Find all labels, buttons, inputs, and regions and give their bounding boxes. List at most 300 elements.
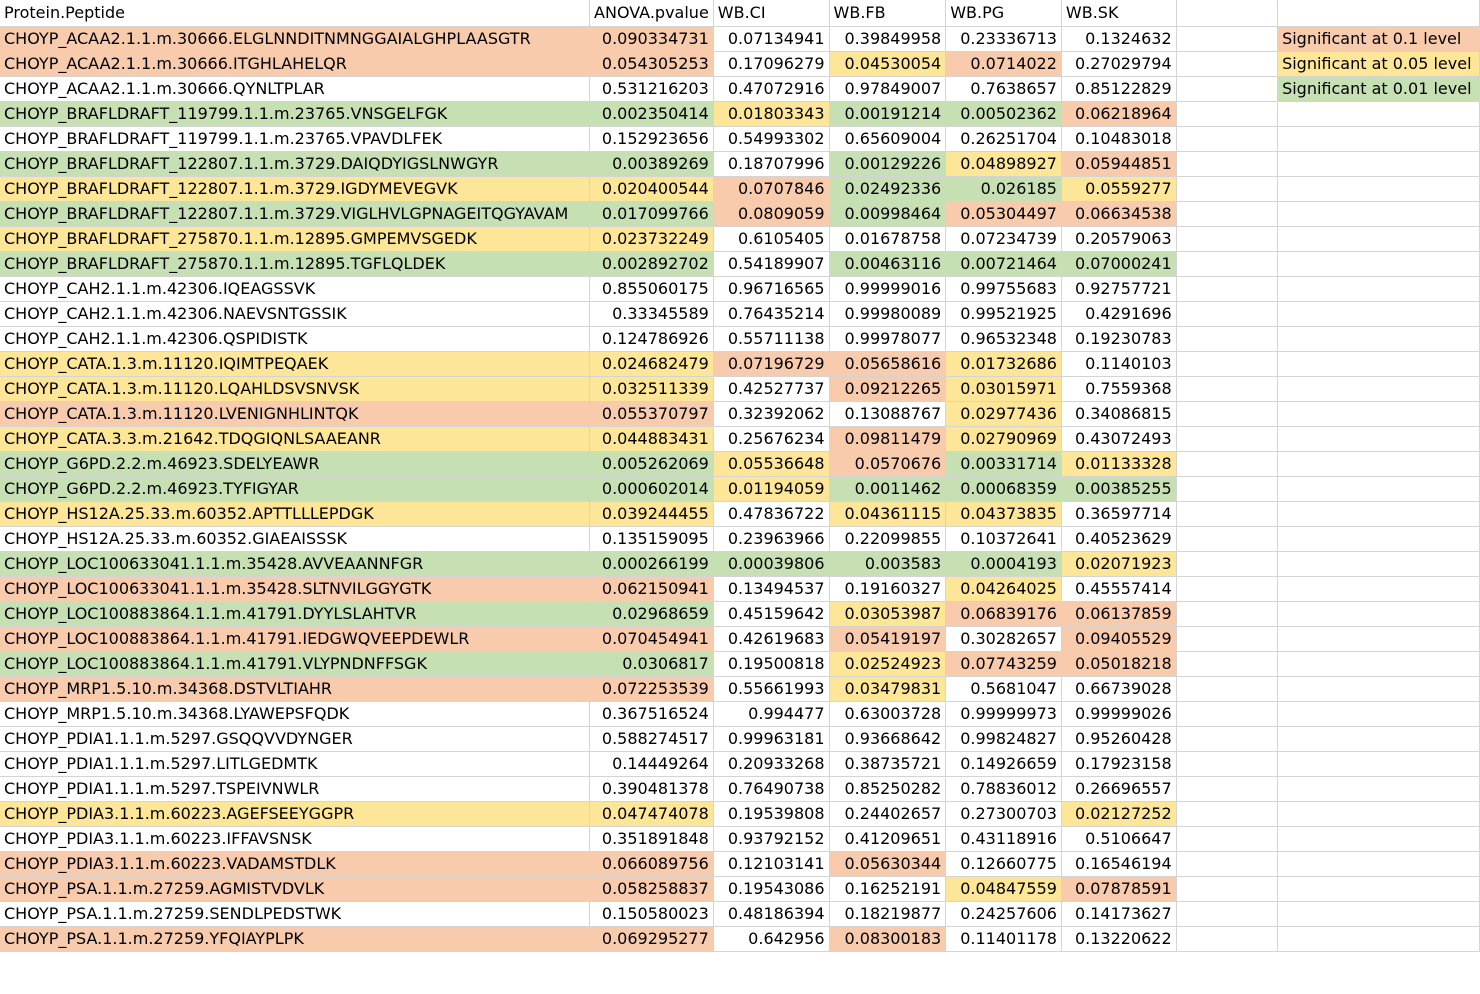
wb-pg-cell[interactable]: 0.026185 (946, 176, 1062, 201)
legend-item[interactable]: Significant at 0.1 level (1278, 26, 1480, 51)
peptide-name-cell[interactable]: CHOYP_MRP1.5.10.m.34368.DSTVLTIAHR (0, 676, 590, 701)
wb-fb-cell[interactable]: 0.19160327 (829, 576, 946, 601)
empty-cell[interactable] (1278, 651, 1480, 676)
wb-fb-cell[interactable]: 0.00998464 (829, 201, 946, 226)
empty-cell[interactable] (1176, 651, 1277, 676)
wb-sk-cell[interactable]: 0.10483018 (1061, 126, 1176, 151)
empty-cell[interactable] (1278, 776, 1480, 801)
wb-sk-cell[interactable]: 0.43072493 (1061, 426, 1176, 451)
wb-ci-cell[interactable]: 0.01194059 (713, 476, 829, 501)
wb-ci-cell[interactable]: 0.0809059 (713, 201, 829, 226)
empty-cell[interactable] (1176, 551, 1277, 576)
wb-sk-cell[interactable]: 0.17923158 (1061, 751, 1176, 776)
peptide-name-cell[interactable]: CHOYP_CAH2.1.1.m.42306.NAEVSNTGSSIK (0, 301, 590, 326)
wb-pg-cell[interactable]: 0.04847559 (946, 876, 1062, 901)
wb-fb-cell[interactable]: 0.0011462 (829, 476, 946, 501)
anova-pvalue-cell[interactable]: 0.00389269 (590, 151, 714, 176)
wb-pg-cell[interactable]: 0.26251704 (946, 126, 1062, 151)
wb-fb-cell[interactable]: 0.03479831 (829, 676, 946, 701)
wb-pg-cell[interactable]: 0.05304497 (946, 201, 1062, 226)
anova-pvalue-cell[interactable]: 0.152923656 (590, 126, 714, 151)
wb-fb-cell[interactable]: 0.00463116 (829, 251, 946, 276)
wb-ci-cell[interactable]: 0.23963966 (713, 526, 829, 551)
empty-cell[interactable] (1278, 751, 1480, 776)
empty-cell[interactable] (1278, 126, 1480, 151)
anova-pvalue-cell[interactable]: 0.000602014 (590, 476, 714, 501)
empty-cell[interactable] (1278, 451, 1480, 476)
peptide-name-cell[interactable]: CHOYP_LOC100633041.1.1.m.35428.AVVEAANNFGR (0, 551, 590, 576)
empty-cell[interactable] (1176, 276, 1277, 301)
empty-cell[interactable] (1176, 151, 1277, 176)
wb-sk-cell[interactable]: 0.27029794 (1061, 51, 1176, 76)
wb-ci-cell[interactable]: 0.19500818 (713, 651, 829, 676)
empty-cell[interactable] (1176, 476, 1277, 501)
wb-fb-cell[interactable]: 0.65609004 (829, 126, 946, 151)
empty-cell[interactable] (1278, 476, 1480, 501)
wb-ci-cell[interactable]: 0.55661993 (713, 676, 829, 701)
wb-fb-cell[interactable]: 0.01678758 (829, 226, 946, 251)
peptide-name-cell[interactable]: CHOYP_CATA.3.3.m.21642.TDQGIQNLSAAEANR (0, 426, 590, 451)
wb-fb-cell[interactable]: 0.13088767 (829, 401, 946, 426)
wb-fb-cell[interactable]: 0.00191214 (829, 101, 946, 126)
wb-fb-cell[interactable]: 0.05658616 (829, 351, 946, 376)
peptide-name-cell[interactable]: CHOYP_PDIA1.1.1.m.5297.TSPEIVNWLR (0, 776, 590, 801)
peptide-name-cell[interactable]: CHOYP_PDIA3.1.1.m.60223.VADAMSTDLK (0, 851, 590, 876)
wb-sk-cell[interactable]: 0.34086815 (1061, 401, 1176, 426)
wb-sk-cell[interactable]: 0.26696557 (1061, 776, 1176, 801)
anova-pvalue-cell[interactable]: 0.047474078 (590, 801, 714, 826)
wb-sk-cell[interactable]: 0.1324632 (1061, 26, 1176, 51)
wb-ci-cell[interactable]: 0.01803343 (713, 101, 829, 126)
column-header-anova-pvalue[interactable]: ANOVA.pvalue (590, 0, 714, 26)
empty-cell[interactable] (1176, 176, 1277, 201)
wb-sk-cell[interactable]: 0.4291696 (1061, 301, 1176, 326)
wb-pg-cell[interactable]: 0.0004193 (946, 551, 1062, 576)
anova-pvalue-cell[interactable]: 0.069295277 (590, 926, 714, 951)
wb-pg-cell[interactable]: 0.04373835 (946, 501, 1062, 526)
wb-pg-cell[interactable]: 0.78836012 (946, 776, 1062, 801)
peptide-name-cell[interactable]: CHOYP_PDIA1.1.1.m.5297.GSQQVVDYNGER (0, 726, 590, 751)
wb-sk-cell[interactable]: 0.13220622 (1061, 926, 1176, 951)
empty-cell[interactable] (1176, 26, 1277, 51)
peptide-name-cell[interactable]: CHOYP_MRP1.5.10.m.34368.LYAWEPSFQDK (0, 701, 590, 726)
empty-cell[interactable] (1278, 576, 1480, 601)
wb-pg-cell[interactable]: 0.01732686 (946, 351, 1062, 376)
anova-pvalue-cell[interactable]: 0.14449264 (590, 751, 714, 776)
wb-ci-cell[interactable]: 0.45159642 (713, 601, 829, 626)
wb-ci-cell[interactable]: 0.25676234 (713, 426, 829, 451)
empty-cell[interactable] (1278, 226, 1480, 251)
peptide-name-cell[interactable]: CHOYP_CATA.1.3.m.11120.LVENIGNHLINTQK (0, 401, 590, 426)
empty-cell[interactable] (1278, 526, 1480, 551)
wb-ci-cell[interactable]: 0.54993302 (713, 126, 829, 151)
wb-fb-cell[interactable]: 0.09811479 (829, 426, 946, 451)
wb-sk-cell[interactable]: 0.14173627 (1061, 901, 1176, 926)
wb-pg-cell[interactable]: 0.96532348 (946, 326, 1062, 351)
wb-sk-cell[interactable]: 0.40523629 (1061, 526, 1176, 551)
column-header-wb-ci[interactable]: WB.CI (713, 0, 829, 26)
empty-cell[interactable] (1278, 301, 1480, 326)
anova-pvalue-cell[interactable]: 0.070454941 (590, 626, 714, 651)
anova-pvalue-cell[interactable]: 0.017099766 (590, 201, 714, 226)
wb-fb-cell[interactable]: 0.08300183 (829, 926, 946, 951)
wb-ci-cell[interactable]: 0.05536648 (713, 451, 829, 476)
wb-sk-cell[interactable]: 0.99999026 (1061, 701, 1176, 726)
wb-fb-cell[interactable]: 0.00129226 (829, 151, 946, 176)
wb-sk-cell[interactable]: 0.09405529 (1061, 626, 1176, 651)
empty-cell[interactable] (1176, 826, 1277, 851)
anova-pvalue-cell[interactable]: 0.02968659 (590, 601, 714, 626)
empty-cell[interactable] (1278, 676, 1480, 701)
empty-cell[interactable] (1176, 401, 1277, 426)
wb-pg-cell[interactable]: 0.03015971 (946, 376, 1062, 401)
empty-cell[interactable] (1176, 626, 1277, 651)
empty-cell[interactable] (1176, 876, 1277, 901)
anova-pvalue-cell[interactable]: 0.090334731 (590, 26, 714, 51)
wb-fb-cell[interactable]: 0.04361115 (829, 501, 946, 526)
wb-pg-cell[interactable]: 0.07234739 (946, 226, 1062, 251)
wb-ci-cell[interactable]: 0.42619683 (713, 626, 829, 651)
wb-fb-cell[interactable]: 0.22099855 (829, 526, 946, 551)
wb-pg-cell[interactable]: 0.99755683 (946, 276, 1062, 301)
empty-cell[interactable] (1176, 601, 1277, 626)
wb-fb-cell[interactable]: 0.05630344 (829, 851, 946, 876)
wb-fb-cell[interactable]: 0.99980089 (829, 301, 946, 326)
wb-ci-cell[interactable]: 0.55711138 (713, 326, 829, 351)
anova-pvalue-cell[interactable]: 0.531216203 (590, 76, 714, 101)
empty-cell[interactable] (1278, 251, 1480, 276)
peptide-name-cell[interactable]: CHOYP_HS12A.25.33.m.60352.APTTLLLEPDGK (0, 501, 590, 526)
peptide-name-cell[interactable]: CHOYP_LOC100633041.1.1.m.35428.SLTNVILGGYGTK (0, 576, 590, 601)
anova-pvalue-cell[interactable]: 0.058258837 (590, 876, 714, 901)
peptide-name-cell[interactable]: CHOYP_BRAFLDRAFT_275870.1.1.m.12895.TGFLQLDEK (0, 251, 590, 276)
wb-fb-cell[interactable]: 0.04530054 (829, 51, 946, 76)
peptide-name-cell[interactable]: CHOYP_LOC100883864.1.1.m.41791.IEDGWQVEEPDEWLR (0, 626, 590, 651)
anova-pvalue-cell[interactable]: 0.855060175 (590, 276, 714, 301)
wb-ci-cell[interactable]: 0.47072916 (713, 76, 829, 101)
peptide-name-cell[interactable]: CHOYP_LOC100883864.1.1.m.41791.VLYPNDNFFSGK (0, 651, 590, 676)
empty-cell[interactable] (1278, 101, 1480, 126)
wb-pg-cell[interactable]: 0.00068359 (946, 476, 1062, 501)
wb-fb-cell[interactable]: 0.97849007 (829, 76, 946, 101)
anova-pvalue-cell[interactable]: 0.351891848 (590, 826, 714, 851)
anova-pvalue-cell[interactable]: 0.33345589 (590, 301, 714, 326)
empty-cell[interactable] (1176, 751, 1277, 776)
anova-pvalue-cell[interactable]: 0.066089756 (590, 851, 714, 876)
wb-ci-cell[interactable]: 0.54189907 (713, 251, 829, 276)
wb-ci-cell[interactable]: 0.76435214 (713, 301, 829, 326)
empty-cell[interactable] (1278, 701, 1480, 726)
empty-cell[interactable] (1176, 701, 1277, 726)
empty-cell[interactable] (1176, 226, 1277, 251)
empty-cell[interactable] (1176, 301, 1277, 326)
peptide-name-cell[interactable]: CHOYP_CAH2.1.1.m.42306.IQEAGSSVK (0, 276, 590, 301)
wb-pg-cell[interactable]: 0.24257606 (946, 901, 1062, 926)
wb-ci-cell[interactable]: 0.19543086 (713, 876, 829, 901)
wb-pg-cell[interactable]: 0.07743259 (946, 651, 1062, 676)
column-header-protein-peptide[interactable]: Protein.Peptide (0, 0, 590, 26)
wb-fb-cell[interactable]: 0.05419197 (829, 626, 946, 651)
anova-pvalue-cell[interactable]: 0.367516524 (590, 701, 714, 726)
anova-pvalue-cell[interactable]: 0.032511339 (590, 376, 714, 401)
empty-cell[interactable] (1176, 676, 1277, 701)
empty-cell[interactable] (1176, 201, 1277, 226)
empty-cell[interactable] (1176, 426, 1277, 451)
wb-ci-cell[interactable]: 0.6105405 (713, 226, 829, 251)
anova-pvalue-cell[interactable]: 0.124786926 (590, 326, 714, 351)
wb-ci-cell[interactable]: 0.07134941 (713, 26, 829, 51)
peptide-name-cell[interactable]: CHOYP_CATA.1.3.m.11120.LQAHLDSVSNVSK (0, 376, 590, 401)
wb-sk-cell[interactable]: 0.05018218 (1061, 651, 1176, 676)
wb-fb-cell[interactable]: 0.63003728 (829, 701, 946, 726)
wb-fb-cell[interactable]: 0.09212265 (829, 376, 946, 401)
wb-pg-cell[interactable]: 0.11401178 (946, 926, 1062, 951)
wb-ci-cell[interactable]: 0.93792152 (713, 826, 829, 851)
empty-cell[interactable] (1278, 426, 1480, 451)
empty-cell[interactable] (1278, 726, 1480, 751)
wb-pg-cell[interactable]: 0.04264025 (946, 576, 1062, 601)
anova-pvalue-cell[interactable]: 0.023732249 (590, 226, 714, 251)
empty-cell[interactable] (1176, 251, 1277, 276)
wb-pg-cell[interactable]: 0.99824827 (946, 726, 1062, 751)
peptide-name-cell[interactable]: CHOYP_PSA.1.1.m.27259.SENDLPEDSTWK (0, 901, 590, 926)
empty-cell[interactable] (1278, 326, 1480, 351)
wb-pg-cell[interactable]: 0.23336713 (946, 26, 1062, 51)
wb-pg-cell[interactable]: 0.99521925 (946, 301, 1062, 326)
wb-sk-cell[interactable]: 0.20579063 (1061, 226, 1176, 251)
wb-sk-cell[interactable]: 0.7559368 (1061, 376, 1176, 401)
wb-pg-cell[interactable]: 0.02977436 (946, 401, 1062, 426)
wb-sk-cell[interactable]: 0.06634538 (1061, 201, 1176, 226)
peptide-name-cell[interactable]: CHOYP_BRAFLDRAFT_122807.1.1.m.3729.IGDYMEVEGVK (0, 176, 590, 201)
wb-pg-cell[interactable]: 0.5681047 (946, 676, 1062, 701)
wb-pg-cell[interactable]: 0.12660775 (946, 851, 1062, 876)
anova-pvalue-cell[interactable]: 0.055370797 (590, 401, 714, 426)
column-header-wb-fb[interactable]: WB.FB (829, 0, 946, 26)
wb-sk-cell[interactable]: 0.92757721 (1061, 276, 1176, 301)
empty-cell[interactable] (1278, 176, 1480, 201)
empty-cell[interactable] (1176, 526, 1277, 551)
empty-cell[interactable] (1278, 551, 1480, 576)
empty-cell[interactable] (1278, 851, 1480, 876)
wb-sk-cell[interactable]: 0.85122829 (1061, 76, 1176, 101)
wb-pg-cell[interactable]: 0.04898927 (946, 151, 1062, 176)
peptide-name-cell[interactable]: CHOYP_BRAFLDRAFT_122807.1.1.m.3729.VIGLHVLGPNAGEITQGYAVAM (0, 201, 590, 226)
anova-pvalue-cell[interactable]: 0.0306817 (590, 651, 714, 676)
anova-pvalue-cell[interactable]: 0.150580023 (590, 901, 714, 926)
peptide-name-cell[interactable]: CHOYP_BRAFLDRAFT_275870.1.1.m.12895.GMPEMVSGEDK (0, 226, 590, 251)
legend-item[interactable]: Significant at 0.01 level (1278, 76, 1480, 101)
wb-ci-cell[interactable]: 0.18707996 (713, 151, 829, 176)
wb-ci-cell[interactable]: 0.17096279 (713, 51, 829, 76)
wb-fb-cell[interactable]: 0.38735721 (829, 751, 946, 776)
wb-sk-cell[interactable]: 0.06218964 (1061, 101, 1176, 126)
empty-cell[interactable] (1278, 876, 1480, 901)
empty-cell[interactable] (1176, 501, 1277, 526)
empty-cell[interactable] (1278, 151, 1480, 176)
wb-ci-cell[interactable]: 0.99963181 (713, 726, 829, 751)
peptide-name-cell[interactable]: CHOYP_HS12A.25.33.m.60352.GIAEAISSSK (0, 526, 590, 551)
wb-ci-cell[interactable]: 0.32392062 (713, 401, 829, 426)
empty-cell[interactable] (1278, 501, 1480, 526)
empty-cell[interactable] (1176, 901, 1277, 926)
wb-pg-cell[interactable]: 0.30282657 (946, 626, 1062, 651)
empty-cell[interactable] (1176, 801, 1277, 826)
wb-sk-cell[interactable]: 0.1140103 (1061, 351, 1176, 376)
anova-pvalue-cell[interactable]: 0.054305253 (590, 51, 714, 76)
wb-fb-cell[interactable]: 0.41209651 (829, 826, 946, 851)
peptide-name-cell[interactable]: CHOYP_PSA.1.1.m.27259.YFQIAYPLPK (0, 926, 590, 951)
anova-pvalue-cell[interactable]: 0.039244455 (590, 501, 714, 526)
peptide-name-cell[interactable]: CHOYP_ACAA2.1.1.m.30666.ITGHLAHELQR (0, 51, 590, 76)
empty-cell[interactable] (1176, 926, 1277, 951)
peptide-name-cell[interactable]: CHOYP_BRAFLDRAFT_119799.1.1.m.23765.VPAVDLFEK (0, 126, 590, 151)
wb-fb-cell[interactable]: 0.39849958 (829, 26, 946, 51)
empty-cell[interactable] (1278, 901, 1480, 926)
empty-cell[interactable] (1176, 51, 1277, 76)
wb-ci-cell[interactable]: 0.0707846 (713, 176, 829, 201)
wb-pg-cell[interactable]: 0.06839176 (946, 601, 1062, 626)
wb-pg-cell[interactable]: 0.43118916 (946, 826, 1062, 851)
peptide-name-cell[interactable]: CHOYP_PSA.1.1.m.27259.AGMISTVDVLK (0, 876, 590, 901)
wb-sk-cell[interactable]: 0.01133328 (1061, 451, 1176, 476)
wb-fb-cell[interactable]: 0.99999016 (829, 276, 946, 301)
wb-ci-cell[interactable]: 0.994477 (713, 701, 829, 726)
wb-sk-cell[interactable]: 0.16546194 (1061, 851, 1176, 876)
empty-cell[interactable] (1278, 601, 1480, 626)
wb-sk-cell[interactable]: 0.06137859 (1061, 601, 1176, 626)
anova-pvalue-cell[interactable]: 0.002350414 (590, 101, 714, 126)
wb-fb-cell[interactable]: 0.18219877 (829, 901, 946, 926)
legend-item[interactable]: Significant at 0.05 level (1278, 51, 1480, 76)
empty-cell[interactable] (1176, 126, 1277, 151)
empty-cell[interactable] (1278, 376, 1480, 401)
wb-sk-cell[interactable]: 0.02127252 (1061, 801, 1176, 826)
anova-pvalue-cell[interactable]: 0.000266199 (590, 551, 714, 576)
wb-pg-cell[interactable]: 0.00721464 (946, 251, 1062, 276)
wb-ci-cell[interactable]: 0.47836722 (713, 501, 829, 526)
wb-fb-cell[interactable]: 0.99978077 (829, 326, 946, 351)
column-header-wb-pg[interactable]: WB.PG (946, 0, 1062, 26)
wb-pg-cell[interactable]: 0.00331714 (946, 451, 1062, 476)
wb-sk-cell[interactable]: 0.05944851 (1061, 151, 1176, 176)
wb-fb-cell[interactable]: 0.0570676 (829, 451, 946, 476)
wb-ci-cell[interactable]: 0.42527737 (713, 376, 829, 401)
empty-cell[interactable] (1176, 776, 1277, 801)
wb-ci-cell[interactable]: 0.07196729 (713, 351, 829, 376)
empty-cell[interactable] (1176, 451, 1277, 476)
peptide-name-cell[interactable]: CHOYP_ACAA2.1.1.m.30666.ELGLNNDITNMNGGAIALGHPLAASGTR (0, 26, 590, 51)
wb-fb-cell[interactable]: 0.03053987 (829, 601, 946, 626)
wb-sk-cell[interactable]: 0.36597714 (1061, 501, 1176, 526)
empty-cell[interactable] (1278, 276, 1480, 301)
wb-pg-cell[interactable]: 0.02790969 (946, 426, 1062, 451)
column-header-wb-sk[interactable]: WB.SK (1061, 0, 1176, 26)
wb-pg-cell[interactable]: 0.7638657 (946, 76, 1062, 101)
anova-pvalue-cell[interactable]: 0.588274517 (590, 726, 714, 751)
empty-cell[interactable] (1176, 76, 1277, 101)
wb-fb-cell[interactable]: 0.85250282 (829, 776, 946, 801)
wb-ci-cell[interactable]: 0.20933268 (713, 751, 829, 776)
peptide-name-cell[interactable]: CHOYP_CAH2.1.1.m.42306.QSPIDISTK (0, 326, 590, 351)
wb-sk-cell[interactable]: 0.45557414 (1061, 576, 1176, 601)
wb-pg-cell[interactable]: 0.27300703 (946, 801, 1062, 826)
wb-ci-cell[interactable]: 0.642956 (713, 926, 829, 951)
empty-cell[interactable] (1176, 351, 1277, 376)
wb-sk-cell[interactable]: 0.07000241 (1061, 251, 1176, 276)
wb-sk-cell[interactable]: 0.5106647 (1061, 826, 1176, 851)
anova-pvalue-cell[interactable]: 0.005262069 (590, 451, 714, 476)
empty-cell[interactable] (1176, 576, 1277, 601)
empty-cell[interactable] (1176, 326, 1277, 351)
peptide-name-cell[interactable]: CHOYP_PDIA3.1.1.m.60223.AGEFSEEYGGPR (0, 801, 590, 826)
anova-pvalue-cell[interactable]: 0.044883431 (590, 426, 714, 451)
wb-sk-cell[interactable]: 0.66739028 (1061, 676, 1176, 701)
peptide-name-cell[interactable]: CHOYP_LOC100883864.1.1.m.41791.DYYLSLAHTVR (0, 601, 590, 626)
empty-cell[interactable] (1278, 926, 1480, 951)
empty-cell[interactable] (1278, 826, 1480, 851)
wb-pg-cell[interactable]: 0.0714022 (946, 51, 1062, 76)
empty-cell[interactable] (1278, 801, 1480, 826)
empty-cell[interactable] (1176, 0, 1277, 26)
wb-sk-cell[interactable]: 0.95260428 (1061, 726, 1176, 751)
wb-pg-cell[interactable]: 0.10372641 (946, 526, 1062, 551)
peptide-name-cell[interactable]: CHOYP_BRAFLDRAFT_119799.1.1.m.23765.VNSGELFGK (0, 101, 590, 126)
wb-sk-cell[interactable]: 0.19230783 (1061, 326, 1176, 351)
empty-cell[interactable] (1278, 626, 1480, 651)
wb-ci-cell[interactable]: 0.48186394 (713, 901, 829, 926)
peptide-name-cell[interactable]: CHOYP_ACAA2.1.1.m.30666.QYNLTPLAR (0, 76, 590, 101)
wb-sk-cell[interactable]: 0.02071923 (1061, 551, 1176, 576)
empty-cell[interactable] (1176, 851, 1277, 876)
empty-cell[interactable] (1278, 201, 1480, 226)
peptide-name-cell[interactable]: CHOYP_CATA.1.3.m.11120.IQIMTPEQAEK (0, 351, 590, 376)
peptide-name-cell[interactable]: CHOYP_PDIA1.1.1.m.5297.LITLGEDMTK (0, 751, 590, 776)
anova-pvalue-cell[interactable]: 0.135159095 (590, 526, 714, 551)
wb-pg-cell[interactable]: 0.99999973 (946, 701, 1062, 726)
empty-cell[interactable] (1176, 101, 1277, 126)
wb-ci-cell[interactable]: 0.19539808 (713, 801, 829, 826)
peptide-name-cell[interactable]: CHOYP_PDIA3.1.1.m.60223.IFFAVSNSK (0, 826, 590, 851)
anova-pvalue-cell[interactable]: 0.002892702 (590, 251, 714, 276)
peptide-name-cell[interactable]: CHOYP_G6PD.2.2.m.46923.SDELYEAWR (0, 451, 590, 476)
empty-cell[interactable] (1176, 376, 1277, 401)
wb-fb-cell[interactable]: 0.003583 (829, 551, 946, 576)
empty-cell[interactable] (1278, 351, 1480, 376)
wb-fb-cell[interactable]: 0.93668642 (829, 726, 946, 751)
wb-fb-cell[interactable]: 0.16252191 (829, 876, 946, 901)
wb-ci-cell[interactable]: 0.13494537 (713, 576, 829, 601)
anova-pvalue-cell[interactable]: 0.024682479 (590, 351, 714, 376)
wb-fb-cell[interactable]: 0.02492336 (829, 176, 946, 201)
wb-pg-cell[interactable]: 0.14926659 (946, 751, 1062, 776)
wb-sk-cell[interactable]: 0.00385255 (1061, 476, 1176, 501)
wb-sk-cell[interactable]: 0.07878591 (1061, 876, 1176, 901)
wb-fb-cell[interactable]: 0.02524923 (829, 651, 946, 676)
anova-pvalue-cell[interactable]: 0.390481378 (590, 776, 714, 801)
wb-fb-cell[interactable]: 0.24402657 (829, 801, 946, 826)
wb-pg-cell[interactable]: 0.00502362 (946, 101, 1062, 126)
wb-ci-cell[interactable]: 0.00039806 (713, 551, 829, 576)
peptide-name-cell[interactable]: CHOYP_G6PD.2.2.m.46923.TYFIGYAR (0, 476, 590, 501)
anova-pvalue-cell[interactable]: 0.072253539 (590, 676, 714, 701)
wb-ci-cell[interactable]: 0.12103141 (713, 851, 829, 876)
wb-sk-cell[interactable]: 0.0559277 (1061, 176, 1176, 201)
empty-cell[interactable] (1278, 0, 1480, 26)
peptide-name-cell[interactable]: CHOYP_BRAFLDRAFT_122807.1.1.m.3729.DAIQDYIGSLNWGYR (0, 151, 590, 176)
wb-ci-cell[interactable]: 0.76490738 (713, 776, 829, 801)
empty-cell[interactable] (1278, 401, 1480, 426)
